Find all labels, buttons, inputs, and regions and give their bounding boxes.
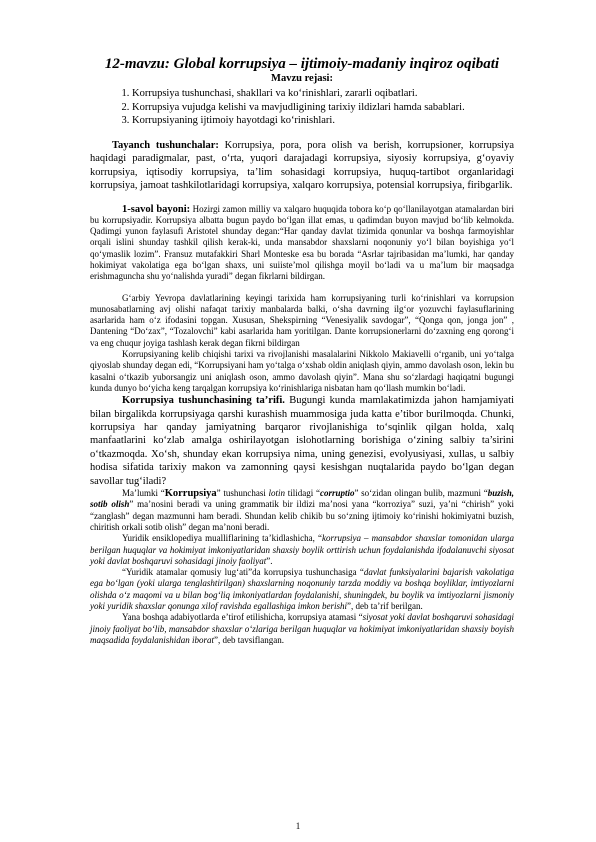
literature-paragraph <box>90 612 514 646</box>
dictionary-text: ”, deb ta’rif berilgan. <box>346 601 423 612</box>
definition-text: Bugungi kunda mamlakatimizda jahon hamjamiyati bilan birgalikda korrupsiyaga qarshi kurashish muammosiga juda katta e’tibor burilmoqda. Chunki, korrupsiya har qanday jamiyatning barqaror rivojlanishiga to‘sqinlik qilgan holda, xalq manfaatlarini ko‘zlab amalga oshirilayotgan islohotlarning borishiga o‘zining salbiy ta’sirini o‘tkazmoqda. Xo‘sh, shunday ekan korrupsiya nima, uning genezisi, evolyusiyasi, xullas, u salbiy hodisa sifatida tarixiy makon va zamonning qaysi kesishgan nuqtalarida paydo bo‘lgan degan savollar tug‘iladi? <box>90 395 514 487</box>
dictionary-text: “Yuridik atamalar qomusiy lug‘ati”da korrupsiya tushunchasiga “ <box>122 567 364 578</box>
makiavelli-paragraph: Korrupsiyaning kelib chiqishi tarixi va rivojlanishi masalalarini Nikkolo Makiavelli o‘rganib, uni yo‘talga qiyoslab shunday degan edi, “Korrupsiyani ham yo‘talga o‘xshab oldin aniqlash qiyin, ammo davolash oson, lekin bu kasalni o‘tkazib yuborsangiz uni aniqlash oson, ammo davolash qiyin”. Mana shu so‘zlardagi haqiqatni bugungi kunda dunyo bo‘yicha keng tarqalgan korrupsiya ko‘rinishlariga nisbatan ham qo‘llash mumkin bo‘ladi. <box>90 349 514 393</box>
latin-word: lotin <box>268 488 286 499</box>
definition-label: Korrupsiya tushunchasining ta’rifi. <box>122 395 285 407</box>
keywords-label: Tayanch tushunchalar: <box>112 139 219 151</box>
question-1-label: 1-savol bayoni: <box>122 203 191 215</box>
literature-text: ”, deb tavsiflangan. <box>214 634 284 645</box>
question-1-text: Hozirgi zamon milliy va xalqaro huquqida tobora ko‘p qo‘llanilayotgan atamalardan biri bu korrupsiyadir. Korrupsiya albatta bugun paydo bo‘lgan illat emas, u qadimdan buyon mavjud bo‘lib kelmokda. Qadimgi yunon faylasufi Aristotel shunday degan:“Har qanday davlat tizimida qonunlar va boshqa farmoyishlar orqali islini shunday tashkil qilish kerak-ki, unda mansabdor shaxslarni noqonuniy yo‘l bilan boyishiga yo‘l qo‘ymaslik lozim”. Fransuz mutafakkiri Sharl Monteske esa bu borada “Asrlar tajribasidan ma’lumki, har qanday hokimiyat vakolatiga ega bo‘lgan shaxs, uni suiiste’mol qilishga moyil bo‘ladi va u ma’lum bir maqsadga erishmaguncha shu yo‘nalishda yuradi” degan fikrlarni bildirgan. <box>90 203 514 282</box>
meaning-phrase: buzish, sotib olish <box>90 488 514 510</box>
plan-item: 1. Korrupsiya tushunchasi, shakllari va ko‘rinishlari, zararli oqibatlari. <box>132 87 514 101</box>
plan-list <box>90 87 514 128</box>
corruptio-word: corruptio <box>319 488 355 499</box>
etymology-text: tilidagi “ <box>285 488 320 499</box>
plan-heading: Mavzu rejasi: <box>271 73 333 84</box>
legal-encyclopedia-paragraph <box>90 533 514 567</box>
europe-paragraph: G‘arbiy Yevropa davlatlarining keyingi tarixida ham korrupsiyaning turli ko‘rinishlari va korrupsion munosabatlarning avj olishi nafaqat tarixiy manbalarda balki, o‘sha davrning ilg‘or yozuvchi faylasuflarining asarlarida ham o‘z ifodasini topgan. Xususan, Shekspirning “Venesiyalik savdogar”, “Qonga qon, jonga jon” , Dantening “Do‘zax”, “Tozalovchi” kabi asarlarida ham yoritilgan. Dante korrupsionerlarni do‘zaxning eng qorong‘i va eng chuqur joyiga tashlash kerak degan fikrni bildirgan <box>90 292 514 348</box>
keywords-text: Korrupsiya, pora, pora olish va berish, korrupsioner, korrupsiya haqidagi paradigmalar, past, o‘rta, yuqori darajadagi korrupsiya, siyosiy korrupsiya, g‘oyaviy korrupsiya, iqtisodiy korrupsiya, ta’lim sohasidagi korrupsiya, huquq-tartibot organlaridagi korrupsiya, jamoat tashkilotlaridagi korrupsiya, xalqaro korrupsiya, potensial korrupsiya, firibgarlik. <box>90 139 514 191</box>
legal-definition: korrupsiya – mansabdor shaxslar tomonidan ularga berilgan huquqlar va hokimiyat imkoniyatlaridan shaxsiy boylik orttirish uchun foydalanishda ifodalanuvchi siyosat yoki davlat boshqaruvi sohasidagi jinoiy faoliyat <box>90 533 514 566</box>
etymology-text: Ma’lumki “ <box>122 488 165 499</box>
etymology-text: ” ma’nosini beradi va uning grammatik bir ildizi ma’nosi yana “korroziya” suzi, ya’ni “chirish” yoki “zanglash” degan mazmunni ham beradi. Shundan kelib chikib bu so‘zning ijtimoiy ko‘rinishi hokimiyatni buzish, chiritish orkali sotib olish” degan ma’noni beradi. <box>90 499 515 532</box>
plan-item: 3. Korrupsiyaning ijtimoiy hayotdagi ko‘rinishlari. <box>132 114 514 128</box>
legal-text: ”. <box>266 555 273 566</box>
etymology-text: ” tushunchasi <box>216 488 269 499</box>
dictionary-paragraph <box>90 567 514 612</box>
literature-text: Yana boshqa adabiyotlarda e’tirof etilishicha, korrupsiya atamasi “ <box>122 612 363 623</box>
definition-paragraph <box>90 394 514 488</box>
keywords-paragraph <box>90 139 514 193</box>
dictionary-definition: davlat funksiyalarini bajarish vakolatiga ega bo‘lgan (yoki ularga tenglashtirilgan) shaxslarning noqonuniy tarzda moddiy va boshqa boyliklar, imtiyozlarni olishda o‘z maqomi va u bilan bog‘liq imkoniyatlardan foydalanishi, shuningdek, bu boylik va imtiyozlarni jismoniy yoki yuridik shaxslar qonunga xilof ravishda egallashiga imkon berishi <box>90 567 514 612</box>
legal-text: Yuridik ensiklopediya mualliflarining ta’kidlashicha, “ <box>122 533 322 544</box>
plan-item: 2. Korrupsiya vujudga kelishi va mavjudligining tarixiy ildizlari hamda sabablari. <box>132 101 514 115</box>
lecture-title: 12-mavzu: Global korrupsiya – ijtimoiy-madaniy inqiroz oqibati <box>104 56 500 72</box>
etymology-paragraph <box>90 488 514 533</box>
page-number: 1 <box>295 821 301 831</box>
question-1-paragraph <box>90 204 514 283</box>
korrupsiya-term: Korrupsiya <box>164 488 217 500</box>
literature-definition: siyosat yoki davlat boshqaruvi sohasidagi jinoiy faoliyat bo‘lib, mansabdor shaxslar o‘zlariga berilgan huquqlar va hokimiyat imkoniyatlaridan shaxsiy boyish maqsadida foydalanishidan iborat <box>90 612 514 645</box>
etymology-text: ” so‘zidan olingan bulib, mazmuni “ <box>354 488 488 499</box>
